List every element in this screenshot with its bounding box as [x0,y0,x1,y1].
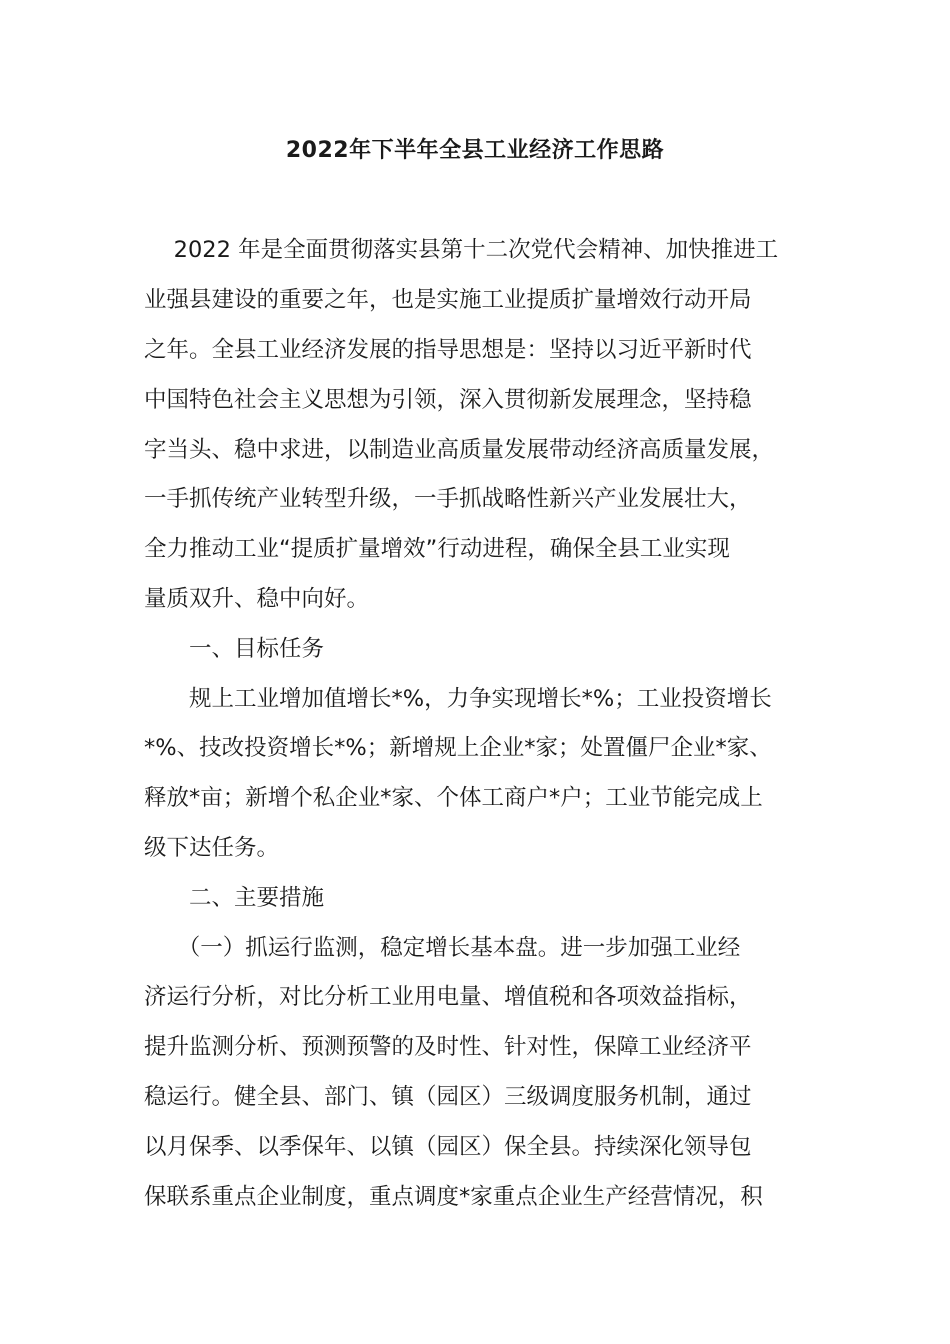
body-line: 中国特色社会主义思想为引领，深入贯彻新发展理念，坚持稳 [144,387,752,413]
body-line: 一手抓传统产业转型升级，一手抓战略性新兴产业发展壮大， [144,486,752,512]
body-line: *%、技改投资增长*%；新增规上企业*家；处置僵尸企业*家、 [144,735,772,761]
body-line: 保联系重点企业制度，重点调度*家重点企业生产经营情况，积 [144,1184,763,1210]
body-line: 全力推动工业“提质扩量增效”行动进程，确保全县工业实现 [144,536,730,562]
body-line: 济运行分析，对比分析工业用电量、增值税和各项效益指标， [144,984,752,1010]
section-heading: 二、主要措施 [144,885,325,911]
body-line: 量质双升、稳中向好。 [144,586,370,612]
body-line: （一）抓运行监测，稳定增长基本盘。进一步加强工业经 [144,935,741,961]
document-title: 2022年下半年全县工业经济工作思路 [285,138,665,163]
body-line: 字当头、稳中求进，以制造业高质量发展带动经济高质量发展， [144,437,775,463]
body-line: 2022 年是全面贯彻落实县第十二次党代会精神、加快推进工 [144,237,779,263]
body-line: 提升监测分析、预测预警的及时性、针对性，保障工业经济平 [144,1034,752,1060]
body-line: 级下达任务。 [144,835,280,861]
body-line: 稳运行。健全县、部门、镇（园区）三级调度服务机制，通过 [144,1084,752,1110]
body-line: 之年。全县工业经济发展的指导思想是：坚持以习近平新时代 [144,337,752,363]
body-line: 以月保季、以季保年、以镇（园区）保全县。持续深化领导包 [144,1134,752,1160]
body-line: 释放*亩；新增个私企业*家、个体工商户*户；工业节能完成上 [144,785,763,811]
body-line: 规上工业增加值增长*%，力争实现增长*%；工业投资增长 [144,686,772,712]
body-line: 业强县建设的重要之年，也是实施工业提质扩量增效行动开局 [144,287,752,313]
section-heading: 一、目标任务 [144,636,325,662]
